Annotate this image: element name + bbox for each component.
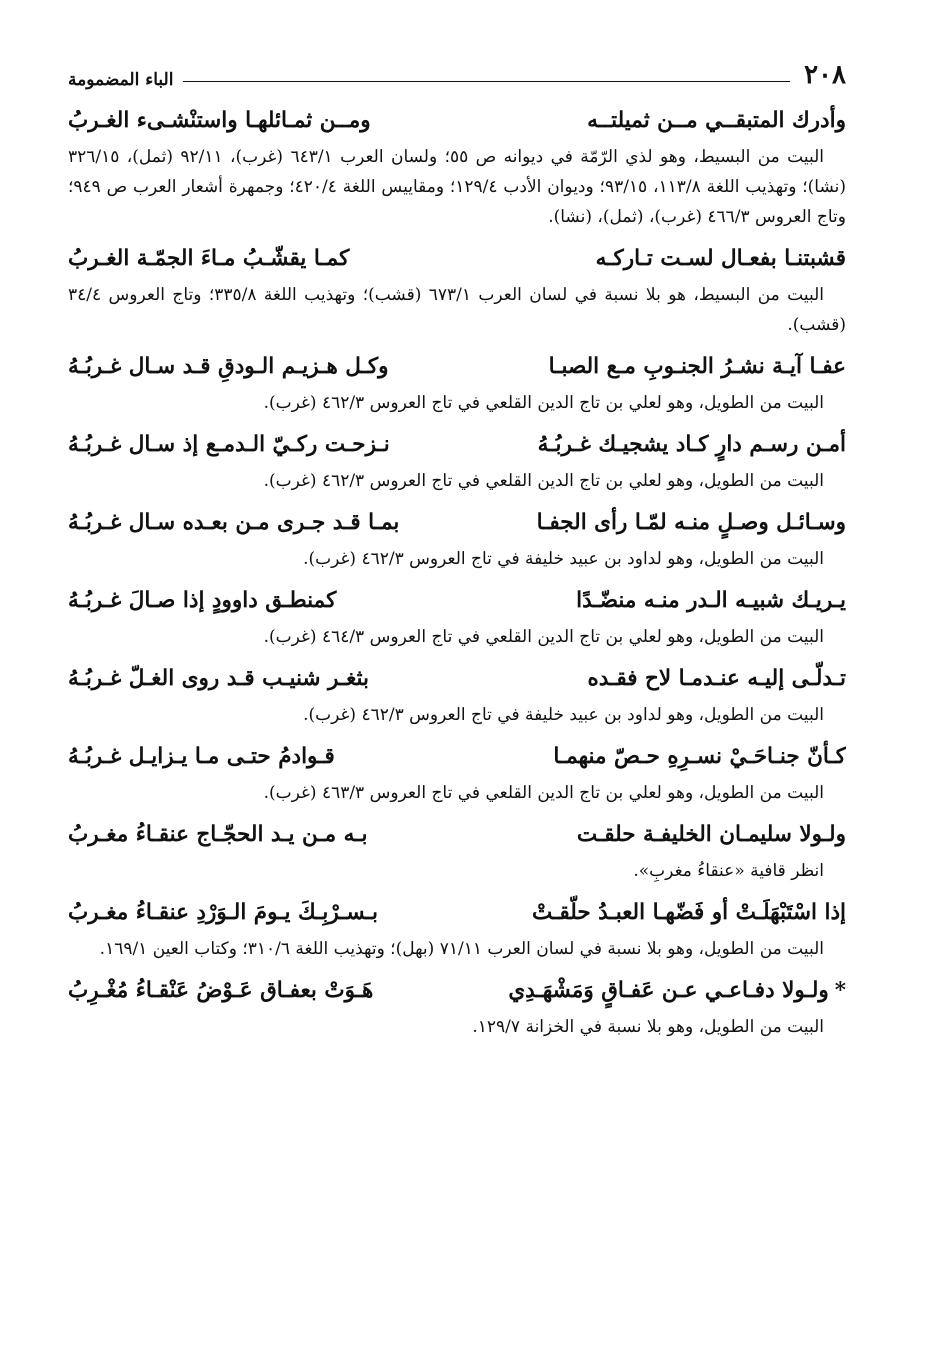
verse-second-hemistich: بـه مـن يـد الحجّـاج عنقـاءُ مغـربُ [68, 822, 368, 847]
chapter-title: الباء المضمومة [68, 70, 174, 90]
verse-line [68, 348, 846, 388]
verse-first-hemistich: كـأنّ جنـاحَـيْ نسـرِهِ حـصّ منهمـا [553, 744, 846, 769]
verse-entry [68, 504, 846, 574]
verse-second-hemistich: وكـل هـزيـم الـودقِ قـد سـال غـربُـهُ [68, 354, 389, 379]
page-number: ٢٠٨ [804, 60, 846, 90]
verse-entry [68, 348, 846, 418]
verse-line [68, 240, 846, 280]
verse-line [68, 738, 846, 778]
verse-entry [68, 660, 846, 730]
verse-entry [68, 426, 846, 496]
verse-second-hemistich: كمنطـق داوودٍ إذا صـالَ غـربُـهُ [68, 588, 337, 613]
verse-second-hemistich: قـوادمُ حتـى مـا يـزايـل غـربُـهُ [68, 744, 335, 769]
verse-source-note: البيت من البسيط، وهو لذي الرّمّة في ديوانه ص ٥٥؛ ولسان العرب ٦٤٣/١ (غرب)، ٩٢/١١ (ثمل)، ٣٢٦/١٥ (نشا)؛ وتهذيب اللغة ١١٣/٨، ٩٣/١٥؛ وديوان الأدب ١٢٩/٤؛ ومقاييس اللغة ٤٢٠/٤؛ وجمهرة أشعار العرب ص ٩٤٩؛ وتاج العروس ٤٦٦/٣ (غرب)، (ثمل)، (نشا). [68, 147, 847, 227]
asterisk-mark: * [834, 978, 846, 1003]
verse-first-hemistich: قشبتنـا بفعـال لسـت تـاركـه [595, 246, 846, 271]
verse-first-hemistich: وأدرك المتبقــي مــن ثميلتــه [587, 108, 846, 133]
verse-first-hemistich-text: ولـولا دفـاعـي عـن عَفـاقٍ وَمَشْهَـدِي [508, 978, 829, 1003]
verse-line [68, 894, 846, 934]
verse-line [68, 582, 846, 622]
verse-first-hemistich: إذا اسْتَبْهَلَـتْ أو فَضّهـا العبـدُ حلّقـتْ [531, 900, 846, 925]
verse-second-hemistich: نـزحـت ركـيّ الـدمـع إذ سـال غـربُـهُ [68, 432, 390, 457]
verse-first-hemistich: ولـولا سليمـان الخليفـة حلقـت [576, 822, 846, 847]
verse-second-hemistich: ومــن ثمـائلهـا واستنْشـىء الغـربُ [68, 108, 371, 133]
verse-first-hemistich: تـدلّـى إليـه عنـدمـا لاح فقـده [587, 666, 846, 691]
verse-source-note: البيت من الطويل، وهو لداود بن عبيد خليفة في تاج العروس ٤٦٢/٣ (غرب). [303, 549, 824, 569]
verse-first-hemistich: وسـائـل وصـلٍ منـه لمّـا رأى الجفـا [536, 510, 846, 535]
verse-entry [68, 972, 846, 1042]
verse-entry [68, 240, 846, 340]
verse-first-hemistich: أمـن رسـم دارٍ كـاد يشجيـك غـربُـهُ [537, 432, 846, 457]
verse-first-hemistich: عفـا آيـة نشـرُ الجنـوبِ مـع الصبـا [548, 354, 846, 379]
verse-source-note: البيت من الطويل، وهو بلا نسبة في لسان العرب ٧١/١١ (بهل)؛ وتهذيب اللغة ٣١٠/٦؛ وكتاب العين ١٦٩/١. [99, 939, 824, 959]
verse-first-hemistich [465, 972, 846, 1010]
verse-line [68, 660, 846, 700]
verse-line [68, 504, 846, 544]
verse-entry [68, 102, 846, 232]
verse-line [68, 426, 846, 466]
verse-entry [68, 582, 846, 652]
verse-line [68, 816, 846, 856]
verse-entries [68, 102, 846, 1042]
verse-second-hemistich: هَـوَتْ بعفـاق عَـوْضُ عَنْقـاءُ مُغْـرِبُ [68, 978, 374, 1003]
verse-source-note: البيت من الطويل، وهو بلا نسبة في الخزانة ١٢٩/٧. [472, 1017, 824, 1037]
verse-source-note: البيت من الطويل، وهو لعلي بن تاج الدين القلعي في تاج العروس ٤٦٢/٣ (غرب). [263, 393, 824, 413]
verse-source-note: البيت من الطويل، وهو لعلي بن تاج الدين القلعي في تاج العروس ٤٦٤/٣ (غرب). [263, 627, 824, 647]
verse-source-note: البيت من الطويل، وهو لداود بن عبيد خليفة في تاج العروس ٤٦٢/٣ (غرب). [303, 705, 824, 725]
verse-entry [68, 894, 846, 964]
header-rule [183, 81, 790, 82]
verse-second-hemistich: بـسـرْبِـكَ يـومَ الـوَرْدِ عنقـاءُ مغـربُ [68, 900, 378, 925]
verse-source-note: البيت من الطويل، وهو لعلي بن تاج الدين القلعي في تاج العروس ٤٦٢/٣ (غرب). [263, 471, 824, 491]
page-header [68, 56, 846, 90]
verse-source-note: البيت من الطويل، وهو لعلي بن تاج الدين القلعي في تاج العروس ٤٦٣/٣ (غرب). [263, 783, 824, 803]
verse-entry [68, 816, 846, 886]
verse-entry [68, 738, 846, 808]
verse-second-hemistich: بمـا قـد جـرى مـن بعـده سـال غـربُـهُ [68, 510, 400, 535]
verse-line [68, 972, 846, 1012]
verse-source-note: البيت من البسيط، هو بلا نسبة في لسان العرب ٦٧٣/١ (قشب)؛ وتهذيب اللغة ٣٣٥/٨؛ وتاج العروس ٣٤/٤ (قشب). [68, 285, 846, 335]
verse-first-hemistich: يـريـك شبيـه الـدر منـه منضّـدًا [576, 588, 846, 613]
verse-line [68, 102, 846, 142]
verse-source-note: انظر قافية «عنقاءُ مغربِ». [633, 861, 824, 881]
verse-second-hemistich: كمـا يقشّـبُ مـاءَ الجمّـة الغـربُ [68, 246, 350, 271]
verse-second-hemistich: بثغـر شنيـب قـد روى الغـلّ غـربُـهُ [68, 666, 369, 691]
